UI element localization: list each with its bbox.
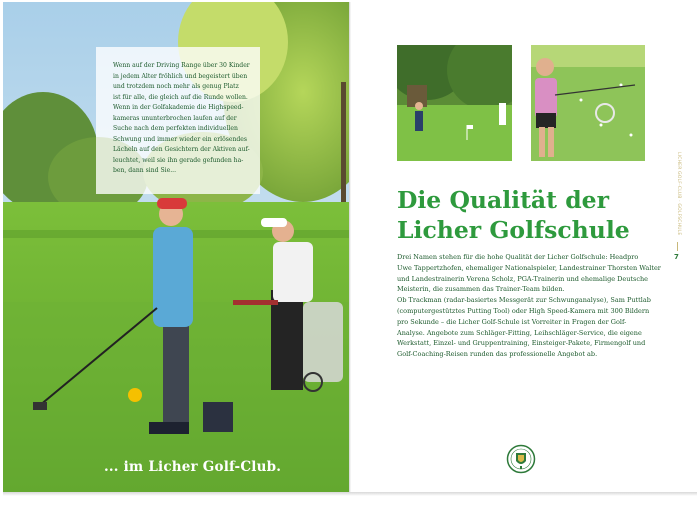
page-shadow xyxy=(3,492,697,496)
thumbnail-photo-girl xyxy=(531,45,645,161)
body-line: pro Sekunde – die Licher Golf-Schule ist Vorreiter in Fragen der Golf- xyxy=(397,317,627,326)
body-line: Ob Trackman (radar-basiertes Messgerät zur Schwunganalyse), Sam Puttlab xyxy=(397,296,651,305)
quote-line: und trotzdem noch mehr als genug Platz xyxy=(113,83,239,90)
intro-quote-text xyxy=(113,61,250,177)
quote-line: Schwung und immer wieder ein erlösendes xyxy=(113,135,248,143)
headline-line: Die Qualität der xyxy=(397,186,609,214)
quote-line: leuchtet, weil sie ihn gerade gefunden ha- xyxy=(113,156,244,164)
intro-quote-box xyxy=(96,47,260,194)
body-line: Werkstatt, Einzel- und Gruppentraining, Einsteiger-Pakete, Firmengolf und xyxy=(397,339,646,348)
body-text xyxy=(397,252,659,360)
body-line: Meisterin, die zusammen das Trainer-Team bilden. xyxy=(397,285,565,294)
right-page xyxy=(351,2,697,492)
body-line: Uwe Tappertzhofen, ehemaliger Nationalspieler, Landestrainer Thorsten Walter xyxy=(397,263,661,272)
side-divider xyxy=(677,242,678,251)
body-line: und Landestrainerin Verena Scholz, PGA-Trainerin und ehemalige Deutsche xyxy=(397,274,649,283)
quote-line: kameras ununterbrochen laufen auf der xyxy=(113,114,237,122)
page-number: 7 xyxy=(674,253,679,261)
quote-line: ist für alle, die gleich auf die Runde wollen. xyxy=(113,93,248,101)
thumbnail-photo-putting xyxy=(397,45,512,161)
quote-line: in jedem Alter fröhlich und begeistert üben xyxy=(113,72,248,80)
running-header-text: LICHER GOLF-CLUB · GOLFSCHULE xyxy=(676,152,681,236)
body-line: (computergestütztes Putting Tool) oder High Speed-Kamera mit 300 Bildern xyxy=(397,306,650,315)
club-crest-icon xyxy=(506,444,536,474)
body-line: Analyse. Angebote zum Schläger-Fitting, Leihschläger-Service, die eigene xyxy=(397,328,642,337)
quote-line: Wenn in der Golfakademie die Highspeed- xyxy=(113,104,244,111)
body-line: Drei Namen stehen für die hohe Qualität der Licher Golfschule: Headpro xyxy=(397,253,639,261)
quote-line: Lächeln auf den Gesichtern der Aktiven auf- xyxy=(113,146,250,153)
quote-line: ben, dann sind Sie... xyxy=(113,167,177,174)
running-header xyxy=(674,152,682,236)
quote-line: Suche nach dem perfekten individuellen xyxy=(113,125,238,132)
body-line: Golf-Coaching-Reisen runden das professionelle Angebot ab. xyxy=(397,350,598,359)
quote-line: Wenn auf der Driving Range über 30 Kinder xyxy=(113,62,250,69)
photo-caption: ... im Licher Golf-Club. xyxy=(104,459,282,475)
headline-line: Licher Golfschule xyxy=(397,216,630,244)
left-page-photo xyxy=(3,2,349,492)
page-headline xyxy=(397,185,630,245)
